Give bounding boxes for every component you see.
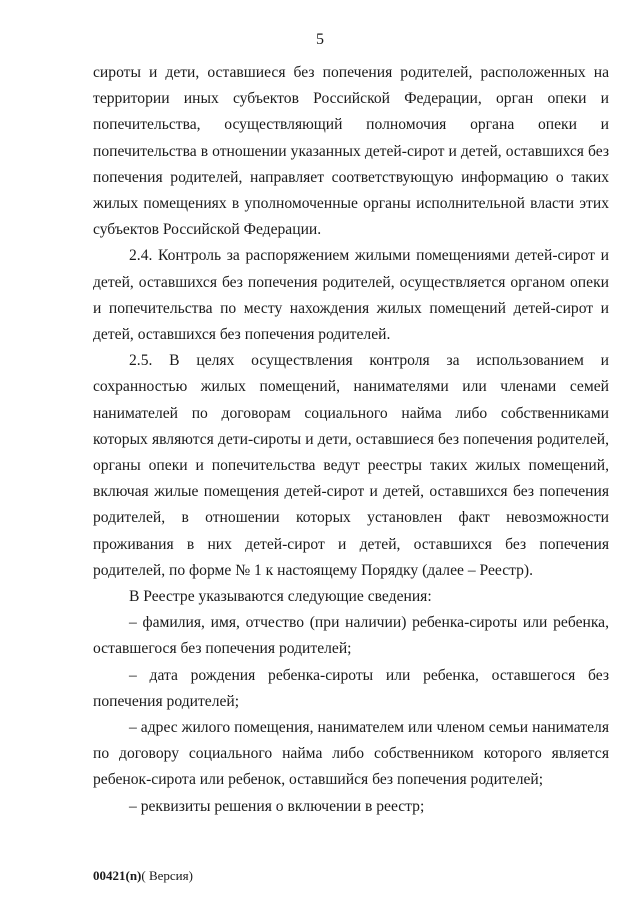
footer-version: ( Версия)	[141, 868, 193, 883]
document-body	[93, 60, 609, 820]
paragraph-2-4: 2.4. Контроль за распоряжением жилыми помещениями детей-сирот и детей, оставшихся без попечения родителей, осуществляется органом опеки и попечительства по месту нахождения жилых помещений детей-сирот и детей, оставшихся без попечения родителей.	[93, 247, 609, 344]
paragraph-continuation: сироты и дети, оставшиеся без попечения родителей, расположенных на территории иных субъектов Российской Федерации, орган опеки и попечительства, осуществляющий полномочия органа опеки и попечительства в отношении указанных детей-сирот и детей, оставшихся без попечения родителей, направляет соответствующую информацию о таких жилых помещениях в уполномоченные органы исполнительной власти этих субъектов Российской Федерации.	[93, 64, 609, 239]
footer-code: 00421(n)	[93, 868, 142, 883]
list-item-decision-details: – реквизиты решения о включении в реестр;	[129, 797, 425, 815]
list-item-full-name: – фамилия, имя, отчество (при наличии) ребенка-сироты или ребенка, оставшегося без попечения родителей;	[93, 614, 609, 658]
page-number: 5	[316, 31, 324, 48]
paragraph-2-5: 2.5. В целях осуществления контроля за использованием и сохранностью жилых помещений, нанимателями или членами семей нанимателей по договорам социального найма либо собственниками которых являются дети-сироты и дети, оставшиеся без попечения родителей, органы опеки и попечительства ведут реестры таких жилых помещений, включая жилые помещения детей-сирот и детей, оставшихся без попечения родителей, в отношении которых установлен факт невозможности проживания в них детей-сирот и детей, оставшихся без попечения родителей, по форме № 1 к настоящему Порядку (далее – Реестр).	[93, 352, 609, 579]
list-item-address: – адрес жилого помещения, нанимателем или членом семьи нанимателя по договору социального найма либо собственником которого является ребенок-сирота или ребенок, оставшийся без попечения родителей;	[93, 719, 609, 789]
list-item-birth-date: – дата рождения ребенка-сироты или ребенка, оставшегося без попечения родителей;	[93, 666, 609, 710]
document-footer	[93, 868, 193, 884]
paragraph-registry-intro: В Реестре указываются следующие сведения:	[129, 588, 432, 606]
